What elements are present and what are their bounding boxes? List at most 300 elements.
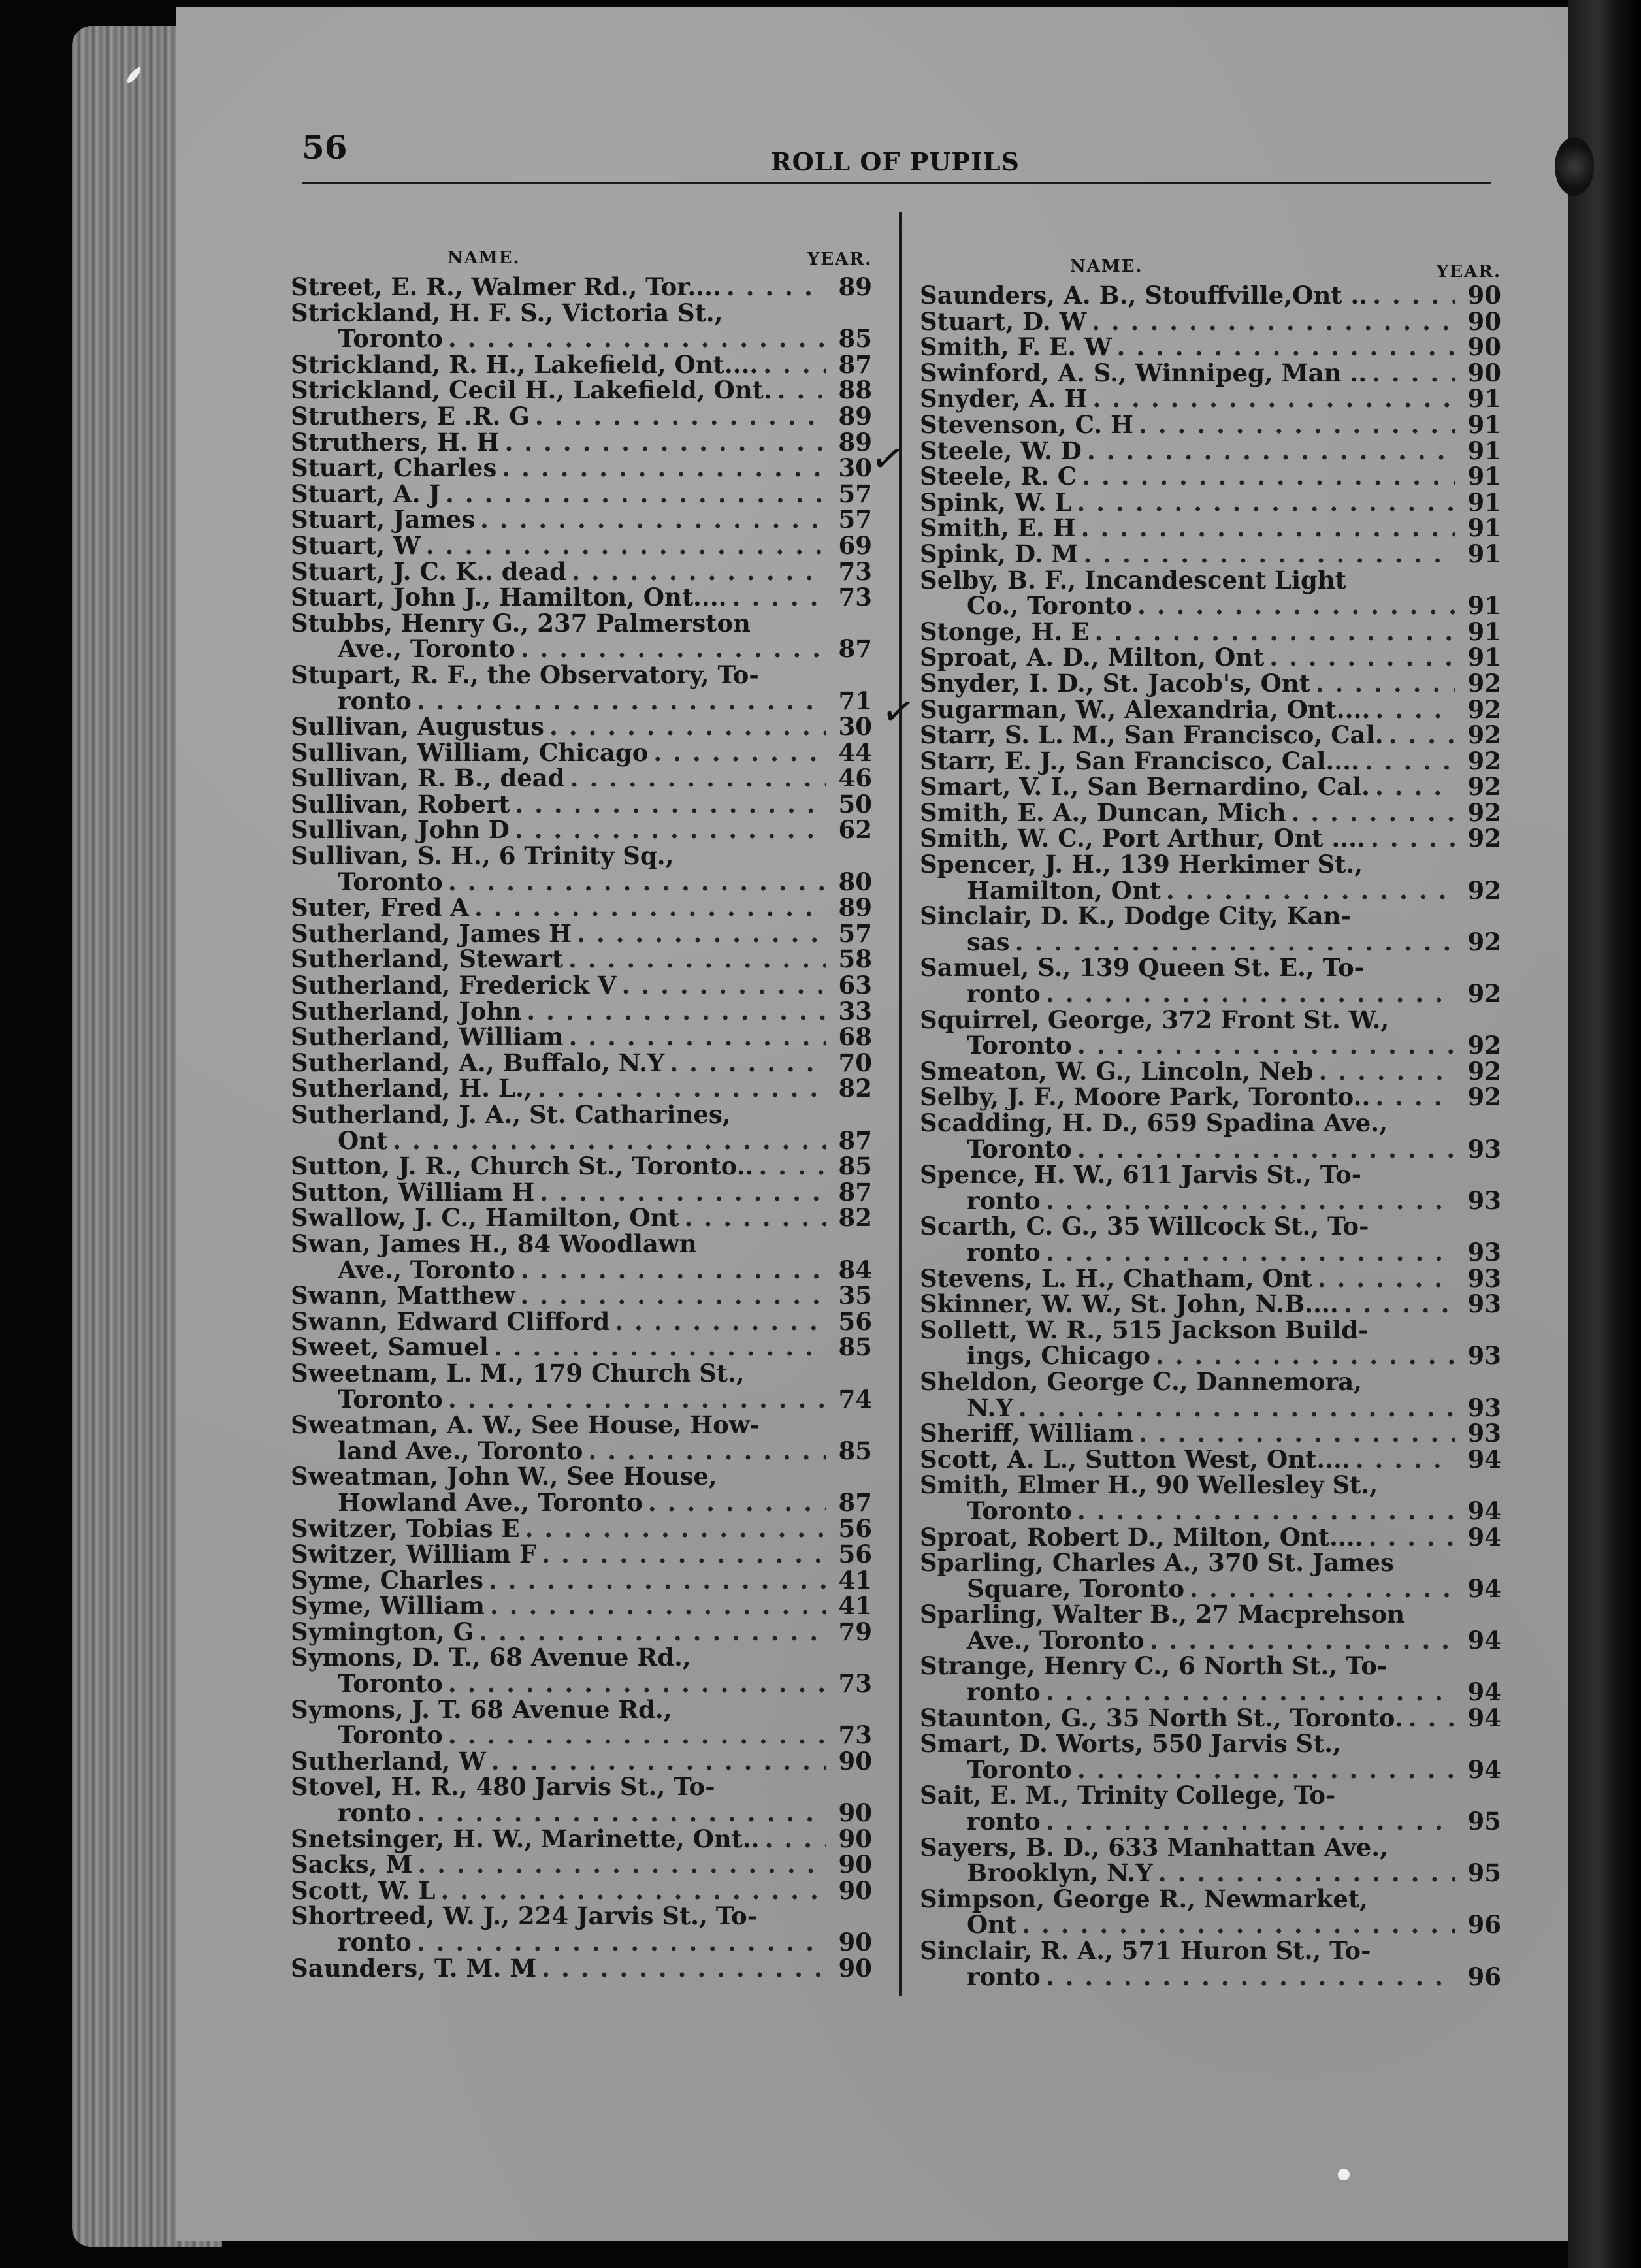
leader-dots [1022,1912,1455,1938]
entry-name-line [920,746,1501,775]
entry-year: 91 [1467,539,1501,568]
entry-text: Sutton, William H [291,1177,535,1207]
leader-dots [1018,1395,1455,1421]
entry-continuation-line [920,1033,1501,1059]
entry-name-line [291,1593,872,1619]
entry-year: 94 [1467,1522,1501,1551]
entry-continuation-line [920,1343,1501,1369]
entry-text: Stuart, W [291,530,421,560]
entry-name-line [920,1938,1501,1964]
entry-text: Toronto [338,867,443,896]
entry-text: Toronto [338,1384,443,1414]
leader-dots [1077,1757,1455,1783]
entry-text: ronto [338,686,412,715]
entry-continuation-line [920,1188,1501,1214]
entry-year: 90 [838,1875,872,1905]
entry-text: Selby, B. F., Incandescent Light [920,565,1346,594]
roll-entry [920,334,1501,361]
entry-name-line [291,1774,872,1800]
entry-name-line [920,515,1501,542]
entry-continuation-line [920,1576,1501,1602]
leader-dots [448,1387,826,1413]
entry-year: 92 [1467,668,1501,698]
entry-continuation-line [920,593,1501,619]
roll-entry [920,1056,1501,1086]
entry-name-line [920,1832,1501,1862]
running-head: ROLL OF PUPILS [771,147,1020,176]
entry-text: Starr, S. L. M., San Francisco, Cal. [920,721,1384,750]
roll-entry [291,300,872,352]
entry-name-line [291,1904,872,1930]
entry-year: 90 [1467,332,1501,362]
leader-dots [494,1335,826,1361]
entry-year: 62 [838,815,872,845]
entry-text: Syme, William [291,1591,485,1621]
entry-year: 87 [838,349,872,379]
roll-entry [920,1783,1501,1834]
entry-year: 90 [838,1824,872,1853]
leader-dots [491,1749,826,1775]
leader-dots [479,1619,826,1645]
entry-year: 73 [838,557,872,586]
entry-year: 94 [1467,1496,1501,1525]
roll-entry [920,800,1501,826]
entry-name-line [291,481,872,508]
entry-text: Stubbs, Henry G., 237 Palmerston [291,608,751,638]
entry-year: 73 [838,1669,872,1698]
leader-dots [1371,826,1455,852]
entry-name-line [291,1102,872,1128]
leader-dots [521,636,826,662]
entry-text: Symington, G [291,1617,474,1646]
entry-text: Toronto [338,1721,443,1750]
entry-name-line [291,1205,872,1231]
entry-name-line [291,1619,872,1645]
leader-dots [527,999,826,1025]
left-column-headers [291,248,872,274]
leader-dots [570,766,826,792]
entry-text: Scott, W. L [291,1875,436,1905]
leader-dots [1269,645,1455,671]
entry-continuation-line [291,1257,872,1284]
entry-year: 94 [1467,1574,1501,1603]
entry-continuation-line [291,1800,872,1826]
leader-dots [1046,1679,1455,1706]
entry-text: Sutherland, Frederick V [291,971,617,1000]
leader-dots [1077,1137,1455,1163]
leader-dots [448,869,826,896]
entry-year: 85 [838,1152,872,1181]
entry-year: 92 [1467,1082,1501,1112]
roll-entry [920,515,1501,542]
entry-text: Sutton, J. R., Church St., Toronto.. [291,1152,754,1181]
entry-text: ronto [967,1962,1041,1991]
leader-dots [417,688,826,715]
roll-entry [920,1444,1501,1474]
entry-name-line [920,306,1501,336]
leader-dots [446,481,826,508]
right-column-headers [920,257,1501,283]
entry-text: Sait, E. M., Trinity College, To- [920,1781,1336,1810]
roll-entry [291,1464,872,1515]
entry-year: 41 [838,1591,872,1621]
entry-text: Toronto [967,1496,1072,1525]
leader-dots [763,352,826,378]
entry-text: ronto [967,979,1041,1009]
entry-continuation-line [920,1679,1501,1706]
entry-text: Sacks, M [291,1850,413,1879]
entry-text: Smith, W. C., Port Arthur, Ont .... [920,824,1365,853]
entry-name-line [291,817,872,843]
roll-entry [920,565,1501,621]
entry-name-line [291,401,872,430]
roll-entry [291,1774,872,1826]
entry-year: 57 [838,505,872,534]
entry-year: 46 [838,764,872,793]
entry-continuation-line [291,688,872,715]
entry-year: 94 [1467,1755,1501,1784]
roll-entry [291,918,872,948]
leader-dots [525,1516,826,1542]
entry-name-line [920,645,1501,671]
entry-continuation-line [920,875,1501,905]
entry-name-line [920,1472,1501,1498]
entry-name-line [920,668,1501,698]
entry-text: Saunders, A. B., Stouffville,Ont .. [920,281,1368,310]
entry-year: 87 [838,1177,872,1207]
leader-dots [1139,1421,1455,1447]
leader-dots [480,507,826,533]
entry-continuation-line [920,1757,1501,1783]
leader-dots [549,714,826,740]
leader-dots [1046,1188,1455,1214]
entry-year: 93 [1467,1289,1501,1319]
entry-text: Ont [967,1910,1017,1939]
entry-name-line [291,1335,872,1361]
leader-dots [1316,671,1455,697]
left-entries [291,274,872,1981]
entry-text: Sutherland, Stewart [291,945,563,974]
entry-year: 57 [838,479,872,508]
entry-name-line [920,1731,1501,1757]
leader-dots [542,1542,826,1568]
leader-dots [1093,386,1455,412]
entry-text: Sutherland, John [291,996,522,1026]
roll-entry [920,645,1501,671]
roll-entry [291,1024,872,1050]
entry-year: 94 [1467,1703,1501,1732]
roll-entry [291,1358,872,1414]
entry-text: Starr, E. J., San Francisco, Cal.... [920,746,1359,775]
binder-clip [1555,137,1594,196]
entry-continuation-line [920,927,1501,956]
entry-year: 85 [838,1333,872,1362]
entry-year: 92 [1467,824,1501,853]
entry-year: 90 [838,1798,872,1828]
leader-dots [653,740,826,766]
leader-dots [1158,1860,1455,1887]
entry-year: 92 [1467,798,1501,827]
entry-year: 90 [1467,306,1501,336]
entry-text: Spink, D. M [920,539,1079,568]
entry-year: 93 [1467,1134,1501,1163]
entry-text: Smart, V. I., San Bernardino, Cal. [920,772,1370,802]
entry-year: 92 [1467,772,1501,802]
entry-name-line [291,1852,872,1878]
roll-entry [291,789,872,818]
entry-name-line [291,714,872,740]
entry-text: Strange, Henry C., 6 North St., To- [920,1651,1388,1681]
roll-entry [920,1832,1501,1888]
leader-dots [577,921,826,947]
leader-dots [670,1050,826,1077]
entry-year: 30 [838,453,872,483]
entry-name-line [291,1076,872,1102]
entry-text: Stevens, L. H., Chatham, Ont [920,1263,1312,1293]
leader-dots [1150,1628,1455,1654]
leader-dots [732,585,826,611]
leader-dots [1046,1809,1455,1835]
entry-text: Sinclair, D. K., Dodge City, Kan- [920,901,1351,931]
entry-text: ronto [967,1677,1041,1707]
entry-name-line [291,608,872,638]
entry-text: Spencer, J. H., 139 Herkimer St., [920,850,1363,879]
entry-year: 30 [838,712,872,741]
entry-year: 91 [1467,591,1501,621]
entry-name-line [291,1024,872,1050]
entry-name-line [920,1056,1501,1086]
leader-dots [417,1930,826,1956]
roll-entry [291,401,872,430]
roll-entry [920,668,1501,698]
entry-text: Stuart, John J., Hamilton, Ont.... [291,583,727,612]
roll-entry [920,1315,1501,1370]
entry-text: Scadding, H. D., 659 Spadina Ave., [920,1109,1388,1137]
entry-text: Toronto [338,1669,443,1698]
entry-text: Strickland, H. F. S., Victoria St., [291,298,723,327]
right-entries [920,283,1501,1990]
entry-text: Sheldon, George C., Dannemora, [920,1367,1363,1396]
leader-dots [502,455,826,481]
entry-name-line [920,1007,1501,1033]
entry-text: Ave., Toronto [338,634,515,664]
entry-name-line [920,955,1501,981]
leader-dots [490,1593,826,1619]
roll-entry [291,507,872,533]
entry-name-line [291,585,872,611]
entry-year: 92 [1467,875,1501,905]
leader-dots [1190,1576,1455,1602]
leader-dots [572,559,826,585]
entry-continuation-line [291,1930,872,1956]
roll-entry [920,1938,1501,1990]
entry-year: 90 [838,1746,872,1775]
entry-text: Sullivan, John D [291,815,510,845]
roll-entry [920,826,1501,852]
entry-text: Stuart, J. C. K.. dead [291,557,567,586]
leader-dots [489,1568,826,1594]
entry-continuation-line [920,1625,1501,1655]
entry-year: 69 [838,530,872,560]
entry-year: 95 [1467,1807,1501,1836]
entry-name-line [920,1291,1501,1318]
entry-text: Struthers, H. H [291,427,500,457]
entry-name-line [291,1694,872,1724]
roll-entry [920,283,1501,309]
entry-name-line [920,1783,1501,1809]
roll-entry [920,539,1501,568]
entry-text: Toronto [967,1031,1072,1060]
leader-dots [765,1826,826,1853]
entry-continuation-line [291,1384,872,1414]
roll-entry [920,1472,1501,1524]
entry-text: Hamilton, Ont [967,875,1161,905]
entry-text: Swann, Matthew [291,1281,515,1310]
entry-name-line [291,1746,872,1775]
entry-name-line [920,1263,1501,1293]
entry-text: Snyder, A. H [920,384,1088,413]
roll-entry [920,1653,1501,1705]
roll-entry [920,438,1501,464]
entry-year: 95 [1467,1858,1501,1888]
entry-text: Scarth, C. G., 35 Willcock St., To- [920,1212,1369,1241]
roll-entry [920,619,1501,645]
entry-text: Sproat, Robert D., Milton, Ont.... [920,1522,1363,1551]
entry-name-line [291,843,872,869]
leader-dots [1375,774,1455,800]
entry-name-line [291,507,872,533]
roll-entry [291,1205,872,1231]
entry-name-line [920,1653,1501,1679]
leader-dots [1375,697,1455,723]
entry-text: Strickland, Cecil H., Lakefield, Ont. [291,376,772,405]
entry-text: Sweatman, John W., See House, [291,1462,717,1491]
roll-entry [920,746,1501,775]
entry-name-line [291,1154,872,1180]
entry-year: 91 [1467,384,1501,413]
entry-year: 93 [1467,1237,1501,1267]
entry-name-line [291,274,872,300]
roll-entry [920,1703,1501,1732]
leader-dots [1156,1343,1455,1369]
entry-year: 79 [838,1617,872,1646]
entry-name-line [920,1162,1501,1188]
roll-entry [920,464,1501,490]
entry-text: Toronto [338,324,443,353]
entry-year: 68 [838,1022,872,1052]
entry-text: Smart, D. Worts, 550 Jarvis St., [920,1729,1342,1758]
leader-dots [758,1154,826,1180]
roll-entry [291,766,872,792]
leader-dots [1077,1033,1455,1059]
leader-dots [538,1076,826,1102]
entry-text: Smith, Elmer H., 90 Wellesley St., [920,1470,1378,1500]
entry-name-line [920,565,1501,594]
roll-entry [291,455,872,481]
entry-text: Simpson, George R., Newmarket, [920,1884,1368,1913]
entry-name-line [920,358,1501,387]
entry-year: 87 [838,634,872,664]
entry-name-line [920,1602,1501,1628]
entry-year: 82 [838,1074,872,1103]
roll-entry [920,1421,1501,1447]
entry-text: Sullivan, William, Chicago [291,737,649,767]
roll-entry [920,774,1501,800]
leader-dots [1365,749,1455,775]
entry-year: 73 [838,1721,872,1750]
entry-text: Sugarman, W., Alexandria, Ont.... [920,694,1371,724]
entry-text: Strickland, R. H., Lakefield, Ont.... [291,349,758,379]
entry-name-line [291,455,872,481]
roll-entry [291,1875,872,1905]
leader-dots [1081,515,1455,542]
entry-year: 91 [1467,643,1501,672]
entry-text: Scott, A. L., Sutton West, Ont.... [920,1444,1350,1474]
entry-text: Steele, R. C [920,462,1077,491]
entry-text: Stevenson, C. H [920,410,1133,439]
handwritten-check-mark-icon: ✓ [868,434,908,485]
entry-continuation-line [291,1487,872,1517]
entry-year: 63 [838,971,872,1000]
entry-text: Sheriff, William [920,1419,1134,1448]
entry-text: Selby, J. F., Moore Park, Toronto.. [920,1082,1371,1112]
entry-text: Sullivan, S. H., 6 Trinity Sq., [291,841,674,871]
roll-entry [291,1542,872,1568]
entry-year: 90 [838,1850,872,1879]
entry-text: Stuart, James [291,505,476,534]
entry-text: ronto [338,1798,412,1828]
roll-entry [291,427,872,457]
entry-text: Sutherland, H. L., [291,1074,532,1103]
leader-dots [1117,334,1455,361]
entry-continuation-line [291,869,872,896]
entry-name-line [920,539,1501,568]
entry-text: Sullivan, Augustus [291,712,544,741]
entry-name-line [920,1550,1501,1576]
entry-year: 92 [1467,746,1501,775]
entry-name-line [291,378,872,404]
entry-year: 94 [1467,1677,1501,1707]
entry-year: 87 [838,1487,872,1517]
entry-year: 90 [1467,358,1501,387]
entry-text: ronto [338,1928,412,1956]
roll-entry [291,895,872,921]
entry-continuation-line [291,1438,872,1465]
entry-text: Sutherland, James H [291,918,572,948]
entry-text: Street, E. R., Walmer Rd., Tor.... [291,272,721,301]
entry-year: 96 [1467,1962,1501,1991]
entry-name-line [291,559,872,585]
roll-entry [291,1852,872,1878]
leader-dots [448,1671,826,1697]
leader-dots [1389,722,1455,749]
roll-entry [291,737,872,767]
page-number: 56 [302,128,348,167]
entry-text: Skinner, W. W., St. John, N.B.... [920,1289,1339,1319]
entry-year: 82 [838,1203,872,1233]
book-gutter [1568,0,1641,2268]
entry-text: Switzer, Tobias E [291,1514,520,1543]
roll-entry [291,585,872,611]
entry-text: Brooklyn, N.Y [967,1858,1153,1888]
leader-dots [1166,878,1455,904]
entry-name-line [920,694,1501,724]
entry-name-line [291,1645,872,1671]
entry-text: Switzer, William F [291,1540,537,1569]
roll-entry [920,1263,1501,1293]
left-column [291,248,872,1981]
roll-entry [291,559,872,585]
